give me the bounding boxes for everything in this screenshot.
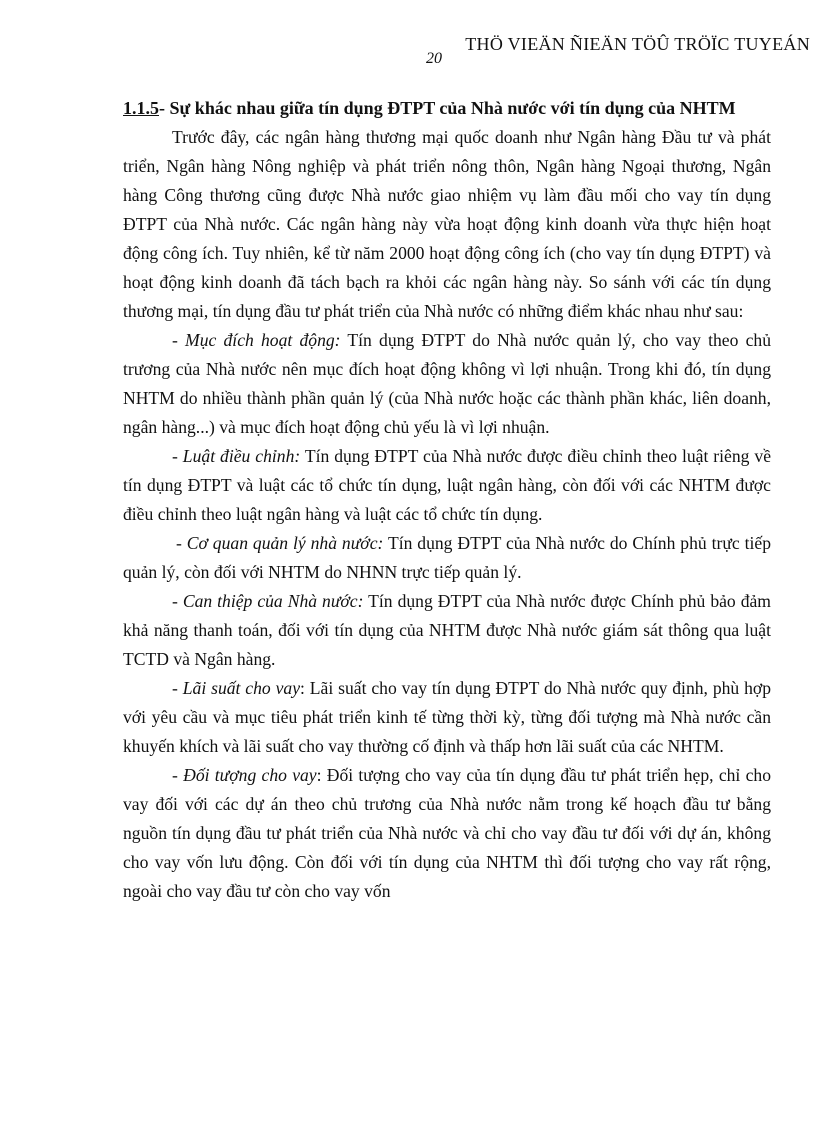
paragraph-authority: [123, 529, 771, 587]
paragraph-term: - Luật điều chỉnh:: [172, 446, 301, 466]
paragraph-text: : Lãi suất cho vay tín dụng ĐTPT do Nhà nước quy định, phù hợp với yêu cầu và mục tiêu phát triển kinh tế từng thời kỳ, từng đối tượng mà Nhà nước cần khuyến khích và lãi suất cho vay thường cố định và thấp hơn lãi suất của các NHTM.: [123, 678, 771, 756]
section-title: - Sự khác nhau giữa tín dụng ĐTPT của Nhà nước với tín dụng của NHTM: [159, 98, 736, 118]
paragraph-term: - Mục đích hoạt động:: [172, 330, 341, 350]
paragraph-term: - Lãi suất cho vay: [172, 678, 301, 698]
page-body: [123, 94, 771, 906]
paragraph-intervention: [123, 587, 771, 674]
paragraph-text: Tín dụng ĐTPT của Nhà nước được điều chỉnh theo luật riêng về tín dụng ĐTPT và luật các tổ chức tín dụng, luật ngân hàng, còn đối với các NHTM được điều chỉnh theo luật ngân hàng và luật các tổ chức tín dụng.: [123, 446, 772, 524]
paragraph-interest-rate: [123, 674, 771, 761]
paragraph-borrowers: [123, 761, 771, 906]
page-number: 20: [426, 50, 442, 67]
running-header: THÖ VIEÄN ÑIEÄN TÖÛ TRÖÏC TUYEÁN: [465, 34, 810, 54]
paragraph-text: Tín dụng ĐTPT do Nhà nước quản lý, cho vay theo chủ trương của Nhà nước nên mục đích hoạt động không vì lợi nhuận. Trong khi đó, tín dụng NHTM do nhiều thành phần quản lý (của Nhà nước hoặc các thành phần khác, liên doanh, ngân hàng...) và mục đích hoạt động chủ yếu là vì lợi nhuận.: [123, 330, 771, 437]
paragraph-purpose: [123, 326, 771, 442]
paragraph-text: Trước đây, các ngân hàng thương mại quốc doanh như Ngân hàng Đầu tư và phát triển, Ngân hàng Nông nghiệp và phát triển nông thôn, Ngân hàng Ngoại thương, Ngân hàng Công thương cũng được Nhà nước giao nhiệm vụ làm đầu mối cho vay tín dụng ĐTPT của Nhà nước. Các ngân hàng này vừa hoạt động kinh doanh vừa thực hiện hoạt động công ích. Tuy nhiên, kể từ năm 2000 hoạt động công ích (cho vay tín dụng ĐTPT) và hoạt động kinh doanh đã tách bạch ra khỏi các ngân hàng này. So sánh với các tín dụng thương mại, tín dụng đầu tư phát triển của Nhà nước có những điểm khác nhau như sau:: [123, 127, 771, 321]
paragraph-term: - Đối tượng cho vay: [172, 765, 317, 785]
paragraph-term: - Cơ quan quản lý nhà nước:: [176, 533, 384, 553]
section-number: 1.1.5: [123, 98, 159, 118]
paragraph-text: Tín dụng ĐTPT của Nhà nước do Chính phủ trực tiếp quản lý, còn đối với NHTM do NHNN trực tiếp quản lý.: [123, 533, 771, 582]
paragraph-text: Tín dụng ĐTPT của Nhà nước được Chính phủ bảo đảm khả năng thanh toán, đối với tín dụng của NHTM được Nhà nước giám sát thông qua luật TCTD và Ngân hàng.: [123, 591, 771, 669]
section-heading: [123, 94, 771, 123]
paragraph-intro: [123, 123, 771, 326]
paragraph-term: - Can thiệp của Nhà nước:: [172, 591, 364, 611]
paragraph-text: : Đối tượng cho vay của tín dụng đầu tư phát triển hẹp, chỉ cho vay đối với các dự án theo chủ trương của Nhà nước nằm trong kế hoạch đầu tư bằng nguồn tín dụng đầu tư phát triển của Nhà nước và chỉ cho vay đầu tư đối với dự án, không cho vay vốn lưu động. Còn đối với tín dụng của NHTM thì đối tượng cho vay rất rộng, ngoài cho vay đầu tư còn cho vay vốn: [123, 765, 771, 901]
paragraph-law: [123, 442, 771, 529]
